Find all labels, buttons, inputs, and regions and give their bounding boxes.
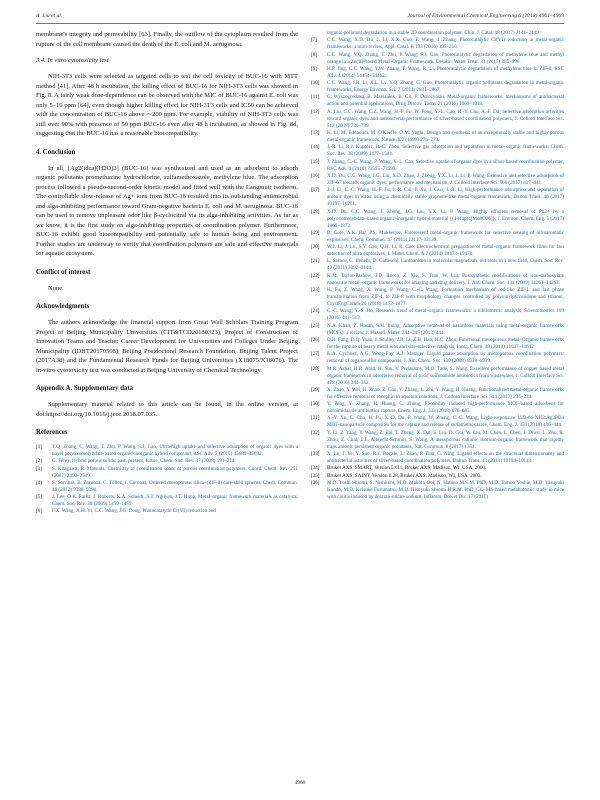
running-header-authors: A. Liu et al.	[36, 13, 63, 19]
reference-item	[311, 230, 564, 244]
right-column	[311, 30, 564, 501]
reference-item	[311, 80, 564, 94]
reference-item	[311, 66, 564, 80]
reference-number: [27]	[311, 351, 320, 358]
reference-item	[311, 323, 564, 337]
reference-number: [25]	[311, 322, 320, 329]
reference-item	[311, 415, 564, 429]
reference-item	[36, 466, 298, 480]
reference-link[interactable]: A. Liu, C.C. Wang, C.Z. Wang, H.-F. Fu, W. Peng, Y.-L. Cao, H.-Y. Chu, A.-F. Du, Selective adsorption activities toward organic dyes and antibacterial performance of silver-based coordination polymers, J. Colloid Interface Sci. 512 (2018) 730–739.	[327, 108, 564, 129]
reference-link[interactable]: J.-R. Li, R.J. Kuppler, H.-C. Zhou, Selective gas adsorption and separation in metal–organic frameworks, Chem. Soc. Rev. 38 (2009) 1477–1504.	[327, 144, 564, 158]
reference-item	[311, 258, 564, 272]
reference-item	[36, 444, 298, 458]
reference-number: [6]	[36, 508, 42, 515]
acknowledgments-paragraph: The authors acknowledge the financial support from Great Wall Scholars Training Program Project of Beijing Municipality Universities (CIT&TCD20180323), Project of Construction of Innovation Teams and Teacher Career Development for Universities and Colleges Under Beijing Municipality (IDHT20170508), Beijing Postdoctoral Research Foundation, Beijing Talent Project (2017A38) and the Fundamental Research Funds for Beijing Universities (X18075/X18076). The in-vitro cytotoxicity test was conducted at Beijing University of Chemical Technology.	[36, 319, 298, 374]
reference-link[interactable]: C.C. Wang, X.D. Du, J. Li, X.X. Guo, P. Wang, J. Zhang, Photocatalytic Cr(VI) reduction in metal-organic frameworks: a mini-review, Appl. Catal. B 193 (2016) 198–216.	[327, 37, 564, 51]
reference-continuation[interactable]: organic-pollutant degradation in a stable 2D coordination polymer, Chin. J. Catal. 38 (2017) 2141–2149.	[327, 30, 541, 36]
reference-number: [30]	[311, 401, 320, 408]
reference-number: [18]	[311, 208, 320, 215]
reference-number: [10]	[311, 80, 320, 87]
conflict-text: None.	[48, 284, 64, 292]
reference-number: [29]	[311, 386, 320, 393]
reference-item	[311, 244, 564, 258]
reference-link[interactable]: J. Lee, O.K. Farha, J. Roberts, K.A. Scheidt, S.T. Nguyen, J.T. Hupp, Metal–organic framework materials as catalysts, Chem. Soc. Rev. 38 (2009) 1450–1459.	[52, 494, 298, 508]
reference-item	[36, 458, 298, 465]
reference-item	[311, 351, 564, 365]
reference-link[interactable]: X.D. Du, C.C. Wang, J. Zhong, J.G. Liu, Y.X. Li, P. Wang, Highly efficient removal of Pb2+ by a polyoxomolybdate-based organic-inorganic hybrid material {(4-Hap)4[Mo8O26]}, J. Environ. Chem. Eng. 5 (2017) 1866–1873.	[327, 208, 564, 229]
reference-link[interactable]: M.R. Azhar, H.R. Abid, H. Sun, V. Periasamy, M.O. Tadé, S. Wang, Excellent performance of copper based metal organic framework in adsorptive removal of toxic sulfonamide antibiotics from wastewater, J. Colloid Interface Sci. 478 (2016) 344–352.	[327, 365, 564, 386]
reference-number: [13]	[311, 130, 320, 137]
cytotoxicity-paragraph: NIH-3T3 cells were selected as targeted cells to test the cell toxicity of BUC-16 with MTT method [41]. After 48 h incubation, the killing effect of BUC-16 for NIH-3T3 cells was showed in Fig. 8. A fairly weak dose-dependence can be observed with the MIC of BUC-16 against E. coli was only 5–10 ppm [64], even though higher killing effect for NIH-3T3 cells and IC50 can be achieved with the concentration of BUC-16 above ∼200 ppm. For example, viability of NIH-3T3 cells was still over 90% with presence of 50 ppm BUC-16 even after 48 h incubation, as showed in Fig. 8d, suggesting that the BUC-16 has a reasonable biocompatibility.	[36, 73, 298, 137]
reference-link[interactable]: H. Fu, Z. Wang, X. Wang, P. Wang, C.-C. Wang, Formation mechanism of rod-like ZIF-L and fast phase transformation from ZIF-L to ZIF-8 with morphology changes controlled by polyvinylpyrrolidone and ethanol, CrystEngComm 20 (2018) 1473–1477.	[327, 287, 564, 308]
reference-item	[311, 480, 564, 501]
reference-item	[311, 308, 564, 322]
reference-number: [12]	[311, 108, 320, 115]
reference-link[interactable]: X.D. Du, C.C. Wang, J.G. Liu, X.D. Zhao, J. Zhong, Y.X. Li, J. Li, P. Wang, Extensive and selective adsorption of ZIF-67 towards organic dyes: performance and mechanism, J. Colloid Interface Sci. 506 (2017) 437–441.	[327, 172, 564, 186]
reference-item	[311, 173, 564, 187]
reference-link[interactable]: M.D. Yoshi Shiomi, S. Nishiumi, M.D. Makoto Ooi, N. Hatano M.S.M. PhD, M.D. Tomoo Yoshie, M.D. Yasuyuki Kondo, M.D. Keisuke Furumatsu, M.D. Hideyuki Shiomi H.R.M. PhD, GC–MS-based metabolomic study in mice with colitis induced by dextran sulfate sodium, Inflamm. Bowel Dis. 17 (2011)	[327, 479, 564, 500]
reference-item	[311, 366, 564, 387]
reference-number: [5]	[36, 494, 42, 501]
reference-link[interactable]: W.J. Li, J. Lu, S.Y. Gao, Q.H. Li, R. Cao, Electrochemical preparation of metal–organic framework films for fast detection of nitro explosives, J. Mater. Chem. A 2 (2014) 19473–19478.	[327, 244, 564, 258]
reference-item	[311, 273, 564, 287]
reference-item	[311, 94, 564, 108]
reference-number: [1]	[36, 444, 42, 450]
reference-number: [7]	[311, 37, 317, 44]
reference-link[interactable]: Y.Q. Zhang, C. Wang, T. Zhu, P. Wang, S.J. Gao, Ultra-high uptake and selective adsorption of organic dyes with a novel polyoxomolybdate-based organic-inorganic hybrid compound, RSC Adv. 5 (2015) 45688–45692.	[52, 444, 298, 457]
reference-item	[311, 337, 564, 351]
reference-item	[311, 401, 564, 415]
reference-number: [20]	[311, 244, 320, 251]
reference-number: [17]	[311, 187, 320, 194]
reference-link[interactable]: C.C. Wang, J.R. Li, X.L. Lv, Y.Q. Zhang, G. Guo, Photocatalytic organic pollutants degradation in metal-organic frameworks, Energy Environ. Sci. 7 (2014) 2831–2867.	[327, 80, 564, 94]
reference-link[interactable]: X. Zhao, Y. Wei, H. Zhao, Z. Gao, Y. Zhang, L. Zhi, Y. Wang, H. Huang, Functionalized metal-organic frameworks for effective removal of rocephin in aqueous solutions, J. Colloid Interface Sci. 514 (2017) 234–239.	[327, 386, 564, 400]
reference-link[interactable]: C.-C. Wang, Y.-S. Ho, Research trend of metal–organic frameworks: a bibliometric analysis, Scientometrics 109 (2016) 481–513.	[327, 308, 564, 322]
reference-number: [33]	[311, 451, 320, 458]
reference-link[interactable]: J.-J. Li, C.-C. Wang, H.-F. Fu, J.-R. Cui, P. Xu, J. Guo, J.-R. Li, High-performance adsorption and separation of anionic dyes in water using a chemically stable graphene-like metal-organic framework, Dalton Trans. 46 (2017) 10197–10201.	[327, 187, 564, 208]
reference-number: [11]	[311, 94, 320, 101]
reference-list-left	[36, 444, 298, 515]
reference-link[interactable]: F.X. Wang, X.H. Yi, C.C. Wang, J.G. Deng, Photocatalytic Cr(VI) reduction and	[52, 508, 216, 515]
reference-item	[36, 494, 298, 508]
reference-item	[311, 109, 564, 130]
reference-number: [19]	[311, 229, 320, 236]
reference-text: Bruker AXS, SMART, Version 5.611, Bruker AXS, Madison, WI, USA, 2000.	[327, 465, 487, 472]
reference-number: [28]	[311, 365, 320, 372]
reference-item	[311, 465, 564, 472]
reference-number: [8]	[311, 51, 317, 58]
reference-number: [24]	[311, 308, 320, 315]
reference-number: [26]	[311, 336, 320, 343]
reference-link[interactable]: G. Wyszogrodzka, B. Marszałek, B. Gil, P. Dorożyński, Metal-organic frameworks: mechanisms of antibacterial action and potential applications, Drug Discov. Today 21 (2016) 1009–1018.	[327, 94, 564, 108]
reference-link[interactable]: H.P. Jing, C.C. Wang, Y.W. Zhang, P. Wang, R. Li, Photocatalytic degradation of methylene blue in ZIF-8, RSC Adv. 4 (2014) 54454–54462.	[327, 65, 564, 79]
reference-number: [23]	[311, 287, 320, 294]
reference-item	[36, 508, 298, 515]
appendix-paragraph: Supplementary material related to this article can be found, in the online version, at doi:https://doi.org/10.1016/j.jece.2018.07.035.	[36, 401, 298, 418]
reference-number: [16]	[311, 172, 320, 179]
subsection-title-cytotoxicity: 3.4. In vitro cytotoxicity test	[36, 57, 109, 64]
reference-number: [32]	[311, 429, 320, 436]
reference-number: [14]	[311, 144, 320, 151]
left-column	[36, 30, 298, 516]
section-title-appendix: Appendix A. Supplementary data	[36, 385, 134, 392]
reference-link[interactable]: N.A. Khan, Z. Hasan, S.H. Jhung, Adsorptive removal of hazardous materials using metal-organic frameworks (MOFs): a review, J. Hazard. Mater. 244–245 (2013) 444.	[327, 322, 564, 336]
reference-link[interactable]: B. Gole, A.K. Bar, P.S. Mukherjee, Fluorescent metal-organic framework for selective sensing of nitroaromatic explosives, Chem. Commun. 47 (2011) 12137–12139.	[327, 229, 564, 243]
reference-number: [31]	[311, 415, 320, 422]
reference-item	[311, 130, 564, 144]
reference-number: [22]	[311, 272, 320, 279]
section-title-references: References	[36, 429, 68, 436]
reference-list-right	[311, 37, 564, 501]
section-title-acknowledgments: Acknowledgments	[36, 303, 90, 310]
reference-number: [34]	[311, 465, 320, 472]
reference-link[interactable]: X. Lu, J. Ye, Y. Sun, R.F. Bogale, L. Zhao, P. Tian, G. Ning, Ligand effects on the structural dimensionality and antibacterial activities of silver-based coordination polymers, Dalton Trans. 43 (2014) 10104–10113.	[327, 451, 564, 465]
reference-item	[311, 209, 564, 230]
reference-number: [35]	[311, 472, 320, 479]
reference-item	[311, 387, 564, 401]
reference-link[interactable]: Q.R. Fang, D.Q. Yuan, J. Sculley, J.R. Li, Z.B. Han, H.C. Zhou, Functional mesoporous metal−Organic frameworks for the capture of heavy metal ions and size-selective catalysis, Inorg. Chem. 49 (2010) 11637–11642.	[327, 336, 564, 350]
reference-item	[311, 52, 564, 66]
reference-item	[311, 473, 564, 480]
reference-text: Bruker AXS, SAINT, Version 6.28, Bruker AXS, Madison, WI, USA, 2003.	[327, 472, 482, 479]
reference-link[interactable]: Y. Li, Z. Yang, Y. Wang, Z. Bai, T. Zheng, X. Dai, S. Liu, D. Gui, W. Liu, M. Chen, L. Chen, J. Diwu, L. Zhu, R. Zhou, Z. Chai, T.E. Albrecht-Schmitt, S. Wang, A mesoporous cationic thorium-organic framework that rapidly traps anionic persistent organic pollutants, Nat. Commun. 8 (2017) 1354.	[327, 429, 564, 450]
reference-number: [2]	[36, 458, 42, 465]
running-header-journal: Journal of Environmental Chemical Engineering 6 (2018) 4961–4969	[407, 13, 564, 19]
reference-item	[311, 37, 564, 51]
reference-item	[311, 187, 564, 208]
reference-link[interactable]: L. Sorace, C. Benelli, D. Gatteschi, Lanthanides in molecular magnetism: old tools in a new field, Chem. Soc. Rev. 40 (2011) 3092–3104.	[327, 258, 564, 272]
page-number: 4968	[294, 780, 306, 786]
reference-link[interactable]: Y. Peng, Y. Zhang, H. Huang, C. Zhong, Flexibility induced high-performance MOF-based adsorbent for nitroimidazole antibiotics capture, Chem. Eng. J. 333 (2018) 678–685.	[327, 401, 564, 415]
reference-item	[36, 480, 298, 494]
reference-link[interactable]: X.-Y. Xu, C. Chu, H. Fu, X.-D. Du, P. Wang, W. Zheng, C.-C. Wang, Light-responsive UiO-66-NH2/Ag3PO4 MOF-nanoparticle composites for the capture and release of sulfamethoxazole, Chem. Eng. J. 350 (2018) 436–444.	[327, 415, 564, 429]
reference-link[interactable]: S. Kitagawa, R. Matsuda, Chemistry of coordination space of porous coordination polymers, Coord. Chem. Rev. 251 (2007) 2490–2509.	[52, 465, 298, 479]
reference-number: [21]	[311, 258, 320, 265]
reference-link[interactable]: G. Férey, Hybrid porous solids: past, present, future, Chem. Soc. Rev. 37 (2008) 191–214.	[52, 458, 236, 465]
reference-link[interactable]: C.C. Wang, Y.Q. Zhang, T. Zhu, P. Wang, S.J. Gao, Photocatalytic degradation of methylene blue and methyl orange in a Zn(II)-based Metal–Organic Framework, Desalin. Water Treat. 33 (2015) 885–896.	[327, 51, 564, 65]
reference-number: [9]	[311, 65, 317, 72]
reference-item	[311, 451, 564, 465]
reference-number: [36]	[311, 479, 320, 486]
header-rule	[36, 23, 564, 24]
section-title-conflict: Conflict of interest	[36, 268, 91, 276]
reference-item	[311, 430, 564, 451]
reference-number: [3]	[36, 465, 42, 472]
reference-item	[311, 159, 564, 173]
reference-number: [4]	[36, 479, 42, 486]
reference-link[interactable]: S. Sorribas, B. Zornoza, C. Téllez, J. Coronas, Ordered mesoporous silica–(ZIF-8) core-shell spheres, Chem. Commun. 48 (2012) 9388–9390.	[52, 479, 298, 493]
conclusion-paragraph: In all, [Ag2(idca)(H2O)3] (BUC-16) was synthesized and used as an adsorbent to adsorb organic pollutants promethazine hydrochlorine, sulfamethoxazole, methylene blue. The adsorption process followed a pseudo-second-order kinetic model and fitted well with the Langmuir isotherm. The controllable slow-release of Ag+ ions from BUC-16 resulted into its outstanding antimicrobial and alga-inhibiting performance toward Gram-negative bacteria E. coli and M. aeruginosa. BUC-16 can be used to remove unpleasant odor like β-cyclocitral via its alga-inhibiting activities. As far as we know, it is the first study on alga-inhibiting properties of coordination polymer. Furthermore, BUC-16 exhibit good biocompatibility and potentially safe to human being and environment. Further studies are underway to verify that coordination polymers are safe and effective materials for aquatic ecosystem.	[36, 164, 298, 257]
reference-link[interactable]: K.M. Taylor-Pashow, J.D. Rocca, Z. Xie, S. Tran, W. Lin, Postsynthetic modifications of iron-carboxylate nanoscale metal–organic frameworks for imaging and drug delivery, J. Am. Chem. Soc. 131 (2009) 14261–14263.	[327, 272, 564, 286]
reference-link[interactable]: H. Li, M. Eddaoudi, M. O'Keeffe, O.M. Yaghi, Design and synthesis of an exceptionally stable and highly porous metal-organic framework, Nature 402 (1999) 276–279.	[327, 130, 564, 144]
reference-link[interactable]: K.A. Cychosz, A.G. Wong-Foy, A.J. Matzger, Liquid phase adsorption by microporous coordination polymers: removal of organosulfur compounds, J. Am. Chem. Soc. 130 (2008) 6938–6939.	[327, 351, 564, 365]
intro-paragraph: membrane's integrity and permeability [63]. Finally, the outflow of the cytoplasm resulted from the rupture of the cell membrane caused the death of the E. coli and M. aeruginosa.	[36, 31, 298, 48]
reference-number: [15]	[311, 158, 320, 165]
section-title-conclusion: 4. Conclusion	[36, 148, 76, 156]
reference-item	[311, 287, 564, 308]
reference-link[interactable]: J. Zhang, C.-C. Wang, P. Wang, Y.-L. Cao, Selective uptake of organic dyes in a silver-based coordination polymer, RSC Adv. 6 (2016) 73595–73599.	[327, 158, 564, 172]
reference-item	[311, 144, 564, 158]
